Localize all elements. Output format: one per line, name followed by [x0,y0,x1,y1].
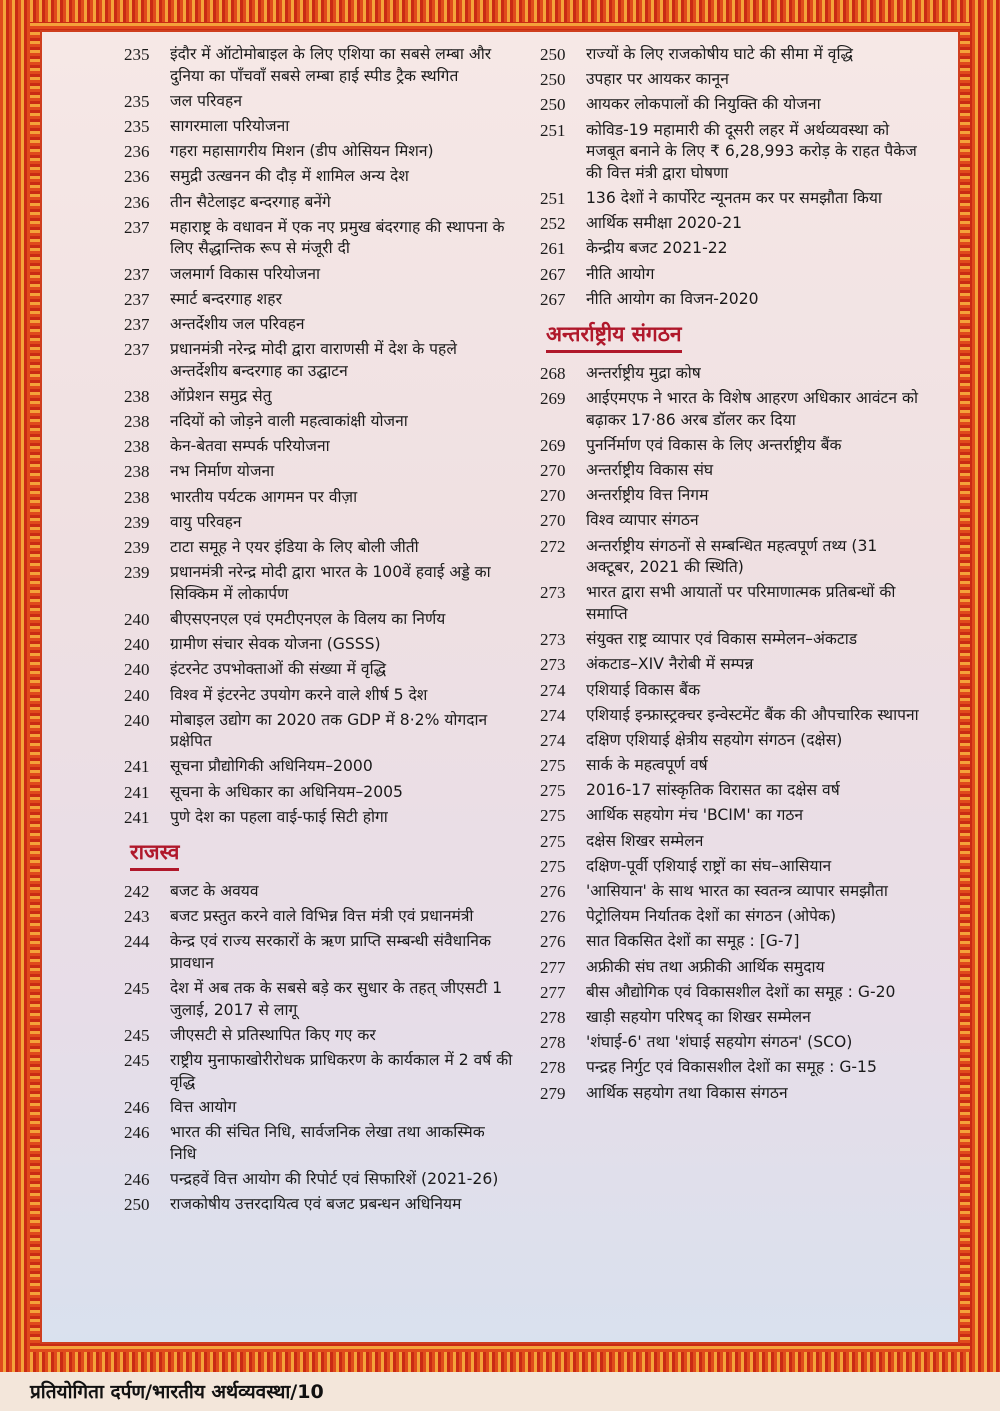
entry-title: पन्द्रहवें वित्त आयोग की रिपोर्ट एवं सिफारिशें (2021-26) [170,1169,499,1188]
entry-title: नभ निर्माण योजना [170,462,275,481]
toc-entry [540,536,930,579]
page-number: 238 [124,487,150,507]
toc-entry [124,386,514,408]
page-number: 276 [540,907,566,927]
page-number: 274 [540,680,566,700]
left-entry-list [124,44,514,828]
page-number: 278 [540,1058,566,1078]
entry-title: राजकोषीय उत्तरदायित्व एवं बजट प्रबन्धन अधिनियम [170,1195,462,1214]
page-number: 246 [124,1123,150,1143]
page-number: 250 [540,95,566,115]
toc-entry [124,782,514,804]
page-number: 273 [540,655,566,675]
page-number: 236 [124,167,150,187]
page-number: 273 [540,583,566,603]
entry-title: 2016-17 सांस्कृतिक विरासत का दक्षेस वर्ष [586,781,840,800]
page-number: 277 [540,957,566,977]
page-number: 243 [124,907,150,927]
toc-entry [124,634,514,656]
toc-entry [540,629,930,651]
entry-title: देश में अब तक के सबसे बड़े कर सुधार के तहत् जीएसटी 1 जुलाई, 2017 से लागू [170,979,503,1019]
page-number: 241 [124,807,150,827]
toc-entry [540,44,930,66]
toc-entry [124,881,514,903]
toc-entry [540,780,930,802]
entry-title: सागरमाला परियोजना [170,116,290,135]
toc-entry [124,807,514,829]
toc-entry [124,411,514,433]
toc-entry [540,957,930,979]
entry-title: भारतीय पर्यटक आगमन पर वीज़ा [170,487,358,506]
toc-entry [124,1025,514,1047]
toc-entry [540,1032,930,1054]
toc-entry [124,116,514,138]
page-number: 237 [124,289,150,309]
entry-title: नीति आयोग का विजन-2020 [586,289,759,308]
page-number: 238 [124,386,150,406]
toc-entry [124,756,514,778]
entry-title: मोबाइल उद्योग का 2020 तक GDP में 8·2% योगदान प्रक्षेपित [170,710,488,751]
toc-entry [540,238,930,260]
toc-entry [540,730,930,752]
toc-entry [124,512,514,534]
entry-title: गहरा महासागरीय मिशन (डीप ओसियन मिशन) [170,142,434,161]
toc-entry [540,831,930,853]
toc-entry [124,906,514,928]
page-number: 240 [124,685,150,705]
entry-title: आईएमएफ ने भारत के विशेष आहरण अधिकार आवंटन को बढ़ाकर 17·86 अरब डॉलर कर दिया [586,389,919,429]
page-number: 275 [540,806,566,826]
entry-title: राष्ट्रीय मुनाफाखोरीरोधक प्राधिकरण के कार्यकाल में 2 वर्ष की वृद्धि [170,1051,513,1091]
entry-title: नीति आयोग [586,264,655,283]
entry-title: वायु परिवहन [170,512,242,531]
page-number: 251 [540,188,566,208]
page-number: 273 [540,630,566,650]
page-number: 250 [124,1195,150,1215]
page-number: 268 [540,363,566,383]
entry-title: बजट प्रस्तुत करने वाले विभिन्न वित्त मंत्री एवं प्रधानमंत्री [170,907,474,926]
page-number: 267 [540,289,566,309]
page-number: 235 [124,45,150,64]
toc-entry [540,931,930,953]
entry-title: इंदौर में ऑटोमोबाइल के लिए एशिया का सबसे लम्बा और दुनिया का पाँचवाँ सबसे लम्बा हाई स्पीड ट्रैक स्थगित [170,45,492,85]
entry-title: प्रधानमंत्री नरेन्द्र मोदी द्वारा वाराणसी में देश के पहले अन्तर्देशीय बन्दरगाह का उद्घाटन [170,340,457,380]
page-number: 235 [124,91,150,111]
entry-title: विश्व व्यापार संगठन [586,511,699,530]
intl-entry-list [540,363,930,1104]
entry-title: पुनर्निर्माण एवं विकास के लिए अन्तर्राष्ट्रीय बैंक [586,435,842,454]
entry-title: समुद्री उत्खनन की दौड़ में शामिल अन्य देश [170,167,409,186]
entry-title: सूचना प्रौद्योगिकी अधिनियम–2000 [170,757,373,776]
toc-entry [540,582,930,625]
entry-title: उपहार पर आयकर कानून [586,70,729,89]
toc-entry [124,461,514,483]
toc-entry [124,487,514,509]
entry-title: खाड़ी सहयोग परिषद् का शिखर सम्मेलन [586,1007,811,1026]
page-number: 270 [540,461,566,481]
entry-title: 'शंघाई-6' तथा 'शंघाई सहयोग संगठन' (SCO) [586,1033,853,1052]
entry-title: केन्द्र एवं राज्य सरकारों के ऋण प्राप्ति सम्बन्धी संवैधानिक प्रावधान [170,932,491,972]
toc-entry [540,460,930,482]
entry-title: सार्क के महत्वपूर्ण वर्ष [586,756,708,775]
toc-entry [124,931,514,974]
toc-entry [124,436,514,458]
page-number: 239 [124,537,150,557]
toc-entry [540,680,930,702]
toc-entry [540,188,930,210]
page-footer: प्रतियोगिता दर्पण/भारतीय अर्थव्यवस्था/10 [30,1381,324,1403]
contents-page [40,30,960,1344]
page-number: 245 [124,1051,150,1071]
page-number: 275 [540,781,566,801]
entry-title: स्मार्ट बन्दरगाह शहर [170,289,282,308]
page-number: 236 [124,142,150,162]
page-number: 240 [124,635,150,655]
page-number: 269 [540,389,566,409]
toc-entry [124,166,514,188]
page-number: 275 [540,831,566,851]
entry-title: आर्थिक सहयोग तथा विकास संगठन [586,1083,788,1102]
page-number: 238 [124,412,150,432]
page-number: 238 [124,437,150,457]
entry-title: केन्द्रीय बजट 2021-22 [586,239,728,258]
toc-entry [540,213,930,235]
entry-title: संयुक्त राष्ट्र व्यापार एवं विकास सम्मेलन–अंकटाड [586,630,858,649]
page-number: 261 [540,239,566,259]
page-number: 239 [124,512,150,532]
page-number: 244 [124,932,150,952]
entry-title: अन्तर्राष्ट्रीय मुद्रा कोष [586,363,701,382]
entry-title: अन्तर्देशीय जल परिवहन [170,314,305,333]
entry-title: जल परिवहन [170,91,242,110]
page-number: 237 [124,340,150,360]
page-number: 278 [540,1033,566,1053]
entry-title: बीएसएनएल एवं एमटीएनएल के विलय का निर्णय [170,609,446,628]
toc-entry [540,1007,930,1029]
right-entry-list [540,44,930,310]
entry-title: एशियाई इन्फ्रास्ट्रक्चर इन्वेस्टमेंट बैंक की औपचारिक स्थापना [586,705,919,724]
toc-entry [540,69,930,91]
page-number: 270 [540,511,566,531]
toc-entry [124,314,514,336]
toc-entry [540,906,930,928]
page-number: 277 [540,982,566,1002]
entry-title: इंटरनेट उपभोक्ताओं की संख्या में वृद्धि [170,660,387,679]
page-number: 250 [540,70,566,90]
toc-entry [124,339,514,382]
entry-title: बीस औद्योगिक एवं विकासशील देशों का समूह : G-20 [586,982,896,1001]
entry-title: तीन सैटेलाइट बन्दरगाह बनेंगे [170,192,331,211]
page-number: 252 [540,214,566,234]
page-number: 242 [124,882,150,902]
entry-title: सात विकसित देशों का समूह : [G-7] [586,932,800,951]
entry-title: अन्तर्राष्ट्रीय वित्त निगम [586,486,709,505]
entry-title: दक्षिण-पूर्वी एशियाई राष्ट्रों का संघ–आसियान [586,856,832,875]
toc-entry [540,485,930,507]
page-number: 237 [124,264,150,284]
entry-title: अन्तर्राष्ट्रीय संगठनों से सम्बन्धित महत्वपूर्ण तथ्य (31 अक्टूबर, 2021 की स्थिति) [586,536,878,577]
page-number: 237 [124,314,150,334]
toc-entry [540,856,930,878]
toc-entry [124,685,514,707]
entry-title: नदियों को जोड़ने वाली महत्वाकांक्षी योजना [170,412,408,431]
entry-title: आर्थिक सहयोग मंच 'BCIM' का गठन [586,806,804,825]
page-number: 241 [124,757,150,777]
toc-entry [124,710,514,753]
page-number: 246 [124,1169,150,1189]
entry-title: अफ्रीकी संघ तथा अफ्रीकी आर्थिक समुदाय [586,957,825,976]
toc-entry [124,1097,514,1119]
toc-entry [540,510,930,532]
left-column [124,44,514,1219]
entry-title: अंकटाड–XIV नैरोबी में सम्पन्न [586,655,754,674]
entry-title: केन-बेतवा सम्पर्क परियोजना [170,437,330,456]
toc-entry [124,192,514,214]
toc-entry [540,805,930,827]
page-number: 275 [540,856,566,876]
entry-title: बजट के अवयव [170,882,259,901]
page-number: 274 [540,730,566,750]
page-number: 251 [540,120,566,140]
page-number: 238 [124,462,150,482]
entry-title: आयकर लोकपालों की नियुक्ति की योजना [586,95,821,114]
toc-entry [124,44,514,87]
entry-title: ग्रामीण संचार सेवक योजना (GSSS) [170,635,381,654]
toc-entry [124,1169,514,1191]
page-number: 276 [540,882,566,902]
toc-entry [540,435,930,457]
page-number: 236 [124,192,150,212]
toc-entry [124,264,514,286]
entry-title: जीएसटी से प्रतिस्थापित किए गए कर [170,1025,376,1044]
toc-entry [540,1083,930,1105]
entry-title: भारत की संचित निधि, सार्वजनिक लेखा तथा आकस्मिक निधि [170,1123,485,1163]
toc-entry [124,1194,514,1216]
page-number: 250 [540,45,566,64]
entry-title: ऑप्रेशन समुद्र सेतु [170,386,272,405]
page-number: 239 [124,563,150,583]
toc-entry [124,1050,514,1093]
toc-entry [540,705,930,727]
page-number: 279 [540,1083,566,1103]
page-number: 237 [124,217,150,237]
page-number: 267 [540,264,566,284]
entry-title: पन्द्रह निर्गुट एवं विकासशील देशों का समूह : G-15 [586,1058,877,1077]
entry-title: अन्तर्राष्ट्रीय विकास संघ [586,461,714,480]
entry-title: पुणे देश का पहला वाई-फाई सिटी होगा [170,807,388,826]
toc-entry [540,94,930,116]
toc-entry [540,264,930,286]
page-number: 276 [540,932,566,952]
page-number: 274 [540,705,566,725]
page-number: 240 [124,710,150,730]
entry-title: आर्थिक समीक्षा 2020-21 [586,214,743,233]
toc-entry [540,654,930,676]
page-number: 269 [540,435,566,455]
toc-entry [540,755,930,777]
toc-entry [124,609,514,631]
page-number: 235 [124,116,150,136]
entry-title: दक्षिण एशियाई क्षेत्रीय सहयोग संगठन (दक्षेस) [586,730,843,749]
section-heading-revenue: राजस्व [130,838,179,871]
page-number: 270 [540,486,566,506]
entry-title: प्रधानमंत्री नरेन्द्र मोदी द्वारा भारत के 100वें हवाई अड्डे का सिक्किम में लोकार्पण [170,563,491,603]
entry-title: कोविड-19 महामारी की दूसरी लहर में अर्थव्यवस्था को मजबूत बनाने के लिए ₹ 6,28,993 करोड़ के राहत पैकेज की वित्त मंत्री द्वारा घोषणा [586,120,917,182]
toc-entry [540,363,930,385]
page-number: 241 [124,782,150,802]
toc-entry [540,120,930,185]
entry-title: भारत द्वारा सभी आयातों पर परिमाणात्मक प्रतिबन्धों की समाप्ति [586,583,896,623]
toc-entry [124,1122,514,1165]
entry-title: दक्षेस शिखर सम्मेलन [586,831,704,850]
toc-entry [124,91,514,113]
page-number: 245 [124,979,150,999]
page-number: 246 [124,1097,150,1117]
toc-entry [540,881,930,903]
toc-entry [540,1057,930,1079]
page-number: 240 [124,609,150,629]
page-number: 240 [124,660,150,680]
toc-entry [540,289,930,311]
entry-title: राज्यों के लिए राजकोषीय घाटे की सीमा में वृद्धि [586,45,853,63]
toc-entry [124,659,514,681]
entry-title: 136 देशों ने कार्पोरेट न्यूनतम कर पर समझौता किया [586,188,882,207]
toc-entry [124,978,514,1021]
entry-title: जलमार्ग विकास परियोजना [170,264,321,283]
revenue-entry-list [124,881,514,1216]
toc-entry [124,537,514,559]
entry-title: एशियाई विकास बैंक [586,680,701,699]
page-number: 245 [124,1025,150,1045]
entry-title: सूचना के अधिकार का अधिनियम–2005 [170,782,403,801]
page-number: 275 [540,756,566,776]
toc-entry [540,982,930,1004]
entry-title: महाराष्ट्र के वधावन में एक नए प्रमुख बंदरगाह की स्थापना के लिए सैद्धान्तिक रूप से मंजूरी दी [170,217,505,258]
page-number: 278 [540,1007,566,1027]
entry-title: वित्त आयोग [170,1097,237,1116]
page-number: 272 [540,536,566,556]
toc-entry [540,388,930,431]
entry-title: टाटा समूह ने एयर इंडिया के लिए बोली जीती [170,537,419,556]
toc-entry [124,217,514,260]
entry-title: पेट्रोलियम निर्यातक देशों का संगठन (ओपेक) [586,907,837,926]
entry-title: विश्व में इंटरनेट उपयोग करने वाले शीर्ष 5 देश [170,685,428,704]
right-column [540,44,930,1108]
toc-entry [124,562,514,605]
section-heading-international: अन्तर्राष्ट्रीय संगठन [546,320,682,353]
entry-title: 'आसियान' के साथ भारत का स्वतन्त्र व्यापार समझौता [586,882,888,901]
toc-entry [124,289,514,311]
toc-entry [124,141,514,163]
